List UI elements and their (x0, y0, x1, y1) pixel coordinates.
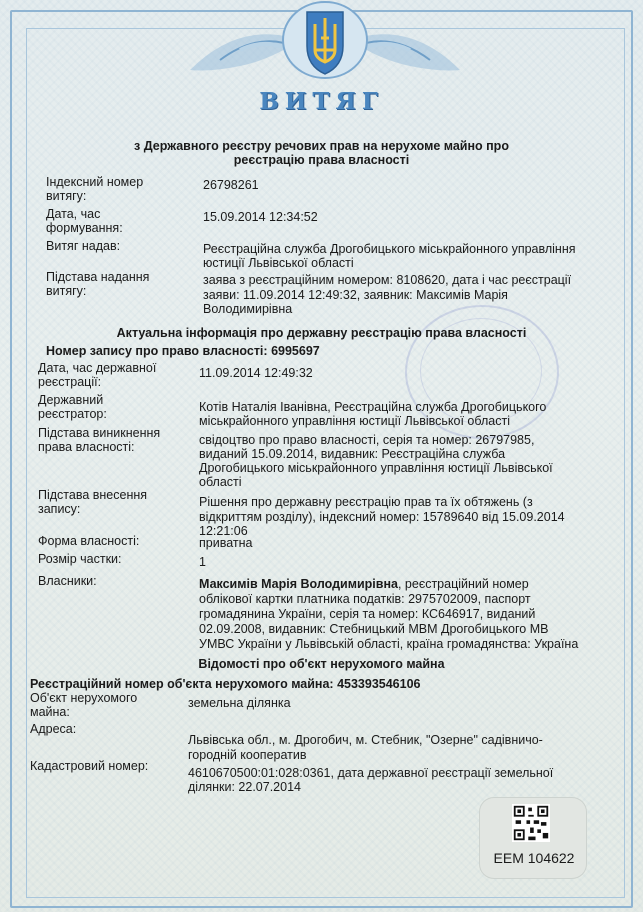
origin-value-1: свідоцтво про право власності, серія та номер: 26797985, (199, 433, 535, 447)
registration-section-title: Актуальна інформація про державну реєстрацію права власності (116, 326, 527, 340)
origin-label: Підстава виникнення (38, 426, 161, 440)
coat-of-arms-icon (307, 12, 343, 74)
origin-label-2: права власності: (38, 440, 135, 454)
owner-value-4: 02.09.2008, видавник: Стебницький МВМ Дрогобицького МВ (199, 622, 549, 636)
form-value: приватна (199, 536, 253, 550)
object-label: Об'єкт нерухомого (30, 691, 138, 705)
date-value: 15.09.2014 12:34:52 (203, 210, 318, 224)
object-value: земельна ділянка (188, 696, 291, 710)
cadastral-label: Кадастровий номер: (30, 759, 149, 773)
registrar-label: Державний (38, 393, 104, 407)
record-value: 6995697 (271, 344, 320, 358)
regdate-label-2: реєстрації: (38, 375, 102, 389)
issued-value-1: Реєстраційна служба Дрогобицького міськрайонного управління (203, 242, 576, 256)
entry-value-1: Рішення про державну реєстрацію прав та їх обтяжень (з (199, 495, 533, 509)
qr-code-icon (512, 804, 550, 842)
share-label: Розмір частки: (38, 552, 122, 566)
index-label: Індексний номер (46, 175, 144, 189)
record-label: Номер запису про право власності: (46, 344, 268, 358)
entry-label-2: запису: (38, 502, 81, 516)
subtitle-line-1: з Державного реєстру речових прав на нерухоме майно про (134, 139, 509, 153)
basis-value-2: заяви: 11.09.2014 12:49:32, заявник: Максимів Марія (203, 288, 508, 302)
date-label-2: формування: (46, 221, 123, 235)
regdate-label: Дата, час державної (38, 361, 157, 375)
issued-label: Витяг надав: (46, 239, 121, 253)
basis-label-2: витягу: (46, 284, 87, 298)
property-section-title: Відомості про об'єкт нерухомого майна (198, 657, 445, 671)
date-label: Дата, час (46, 207, 101, 221)
form-label: Форма власності: (38, 534, 140, 548)
entry-value-2: відкриттям розділу), індексний номер: 15789640 від 15.09.2014 (199, 510, 565, 524)
serial-number: ЕЕМ 104622 (493, 850, 575, 866)
owner-name: Максимів Марія Володимирівна (199, 577, 398, 591)
basis-value-1: заява з реєстраційним номером: 8108620, дата і час реєстрації (203, 273, 572, 287)
basis-value-3: Володимирівна (203, 302, 293, 316)
origin-value-4: області (199, 475, 242, 489)
cadastral-value-2: ділянки: 22.07.2014 (188, 780, 301, 794)
subtitle-line-2: реєстрацію права власності (233, 153, 410, 167)
share-value: 1 (199, 555, 206, 569)
index-value: 26798261 (203, 178, 259, 192)
origin-value-3: Дрогобицького міськрайонного управління юстиції Львівської (199, 461, 553, 475)
registrar-value-2: міськрайонного управління юстиції Львівської області (199, 414, 510, 428)
registrar-label-2: реєстратор: (38, 407, 107, 421)
property-reg-label: Реєстраційний номер об'єкта нерухомого майна: (30, 677, 334, 691)
object-label-2: майна: (30, 705, 70, 719)
address-value-2: городній кооператив (188, 748, 307, 762)
address-value-1: Львівська обл., м. Дрогобич, м. Стебник, "Озерне" садівничо- (188, 733, 543, 747)
header-ornament (180, 0, 470, 88)
owners-label: Власники: (38, 574, 97, 588)
owner-value-3: громадянина України, серія та номер: КС646917, виданий (199, 607, 536, 621)
registrar-value-1: Котів Наталія Іванівна, Реєстраційна служба Дрогобицького (199, 400, 547, 414)
entry-value-3: 12:21:06 (199, 524, 248, 538)
regdate-value: 11.09.2014 12:49:32 (199, 366, 313, 380)
origin-value-2: виданий 15.09.2014, видавник: Реєстраційна служба (199, 447, 506, 461)
entry-label: Підстава внесення (38, 488, 148, 502)
index-label-2: витягу: (46, 189, 87, 203)
cadastral-value-1: 4610670500:01:028:0361, дата державної реєстрації земельної (188, 766, 554, 780)
basis-label: Підстава надання (46, 270, 150, 284)
owner-value-2: облікової картки платника податків: 2975702009, паспорт (199, 592, 531, 606)
property-reg-value: 453393546106 (337, 677, 421, 691)
issued-value-2: юстиції Львівської області (203, 256, 354, 270)
owner-value-1: , реєстраційний номер (397, 577, 529, 591)
address-label: Адреса: (30, 722, 77, 736)
owner-value-5: УМВС України у Львівській області, країна громадянства: Україна (199, 637, 579, 651)
document-title: ВИТЯГ (259, 88, 384, 115)
